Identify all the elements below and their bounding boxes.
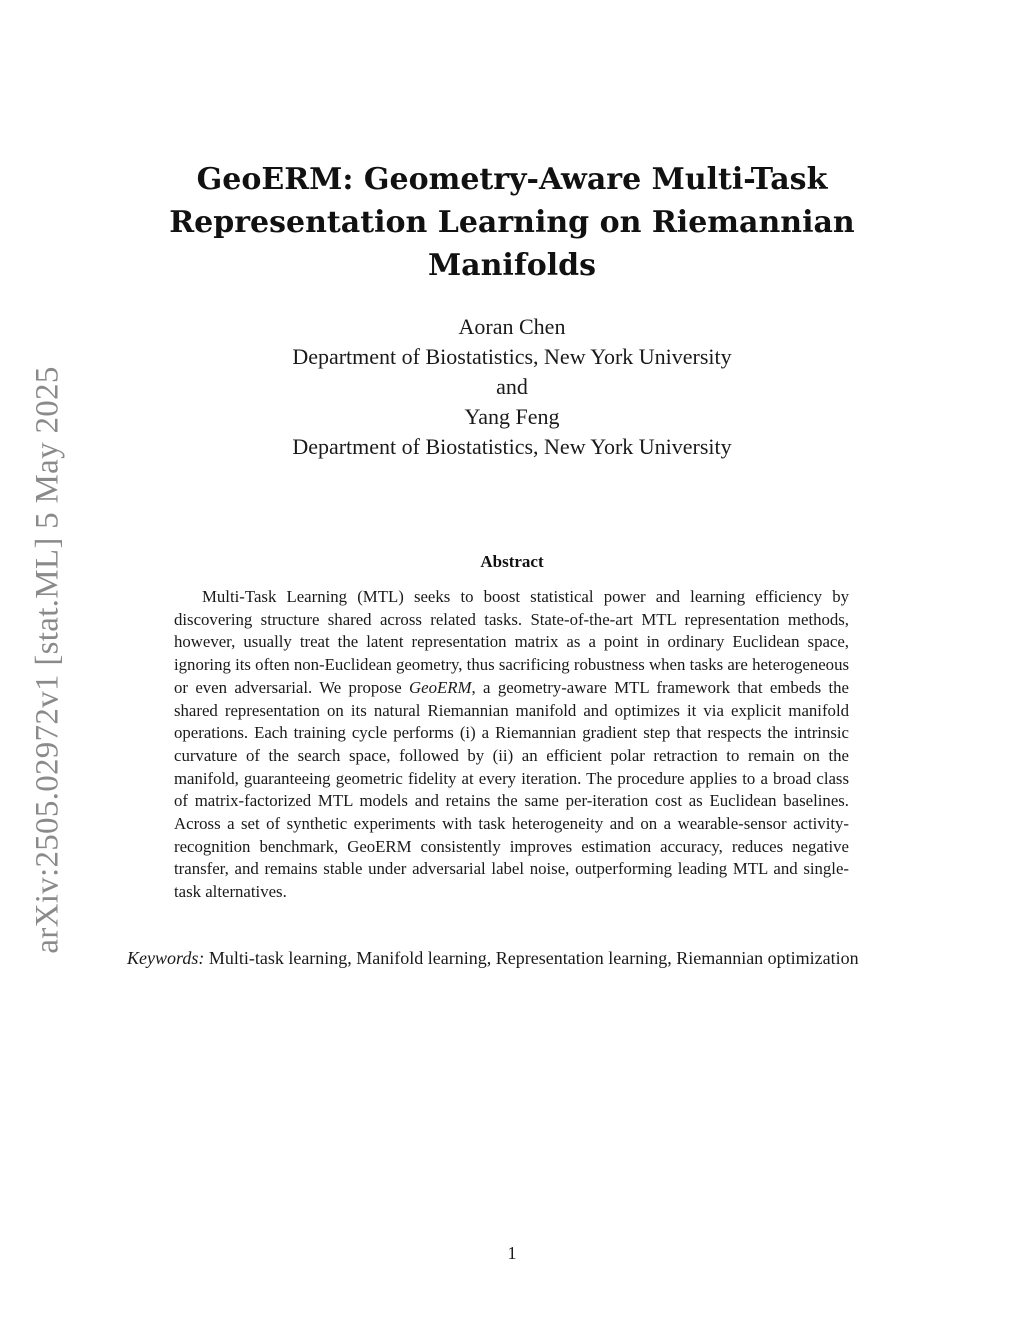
author-affiliation-2: Department of Biostatistics, New York University [292, 434, 732, 459]
abstract-text-part-1: Multi-Task Learning (MTL) seeks to boost statistical power and learning efficiency by discovering structure shared across related tasks. State-of-the-art MTL representation methods, however, usually treat the latent representation matrix as a point in ordinary Euclidean space, ignoring its often non-Euclidean geometry, thus sacrificing robustness when tasks are heterogeneous or even adversarial. We propose [174, 587, 849, 697]
author-affiliation-1: Department of Biostatistics, New York University [292, 344, 732, 369]
abstract-text-part-2: , a geometry-aware MTL framework that embeds the shared representation on its natural Riemannian manifold and optimizes it via explicit manifold operations. Each training cycle performs (i) a Riemannian gradient step that respects the intrinsic curvature of the search space, followed by (ii) an efficient polar retraction to remain on the manifold, guaranteeing geometric fidelity at every iteration. The procedure applies to a broad class of matrix-factorized MTL models and retains the same per-iteration cost as Euclidean baselines. Across a set of synthetic experiments with task heterogeneity and on a wearable-sensor activity-recognition benchmark, GeoERM consistently improves estimation accuracy, reduces negative transfer, and remains stable under adversarial label noise, outperforming leading MTL and single-task alternatives. [174, 677, 849, 902]
paper-title: GeoERM: Geometry-Aware Multi-Task Representation Learning on Riemannian Manifolds [169, 162, 855, 283]
abstract-method-name: GeoERM [409, 677, 472, 697]
keywords-line [127, 946, 897, 970]
author-conjunction: and [496, 374, 528, 399]
abstract-heading: Abstract [480, 552, 544, 571]
keywords-label: Keywords: [127, 948, 205, 968]
author-name-1: Aoran Chen [458, 314, 566, 339]
author-block [150, 312, 874, 462]
author-name-2: Yang Feng [464, 404, 560, 429]
page-number: 1 [507, 1243, 517, 1263]
arxiv-identifier-stamp: arXiv:2505.02972v1 [stat.ML] 5 May 2025 [29, 366, 66, 954]
keywords-text: Multi-task learning, Manifold learning, Representation learning, Riemannian optimization [208, 948, 859, 968]
abstract-body [174, 586, 849, 904]
